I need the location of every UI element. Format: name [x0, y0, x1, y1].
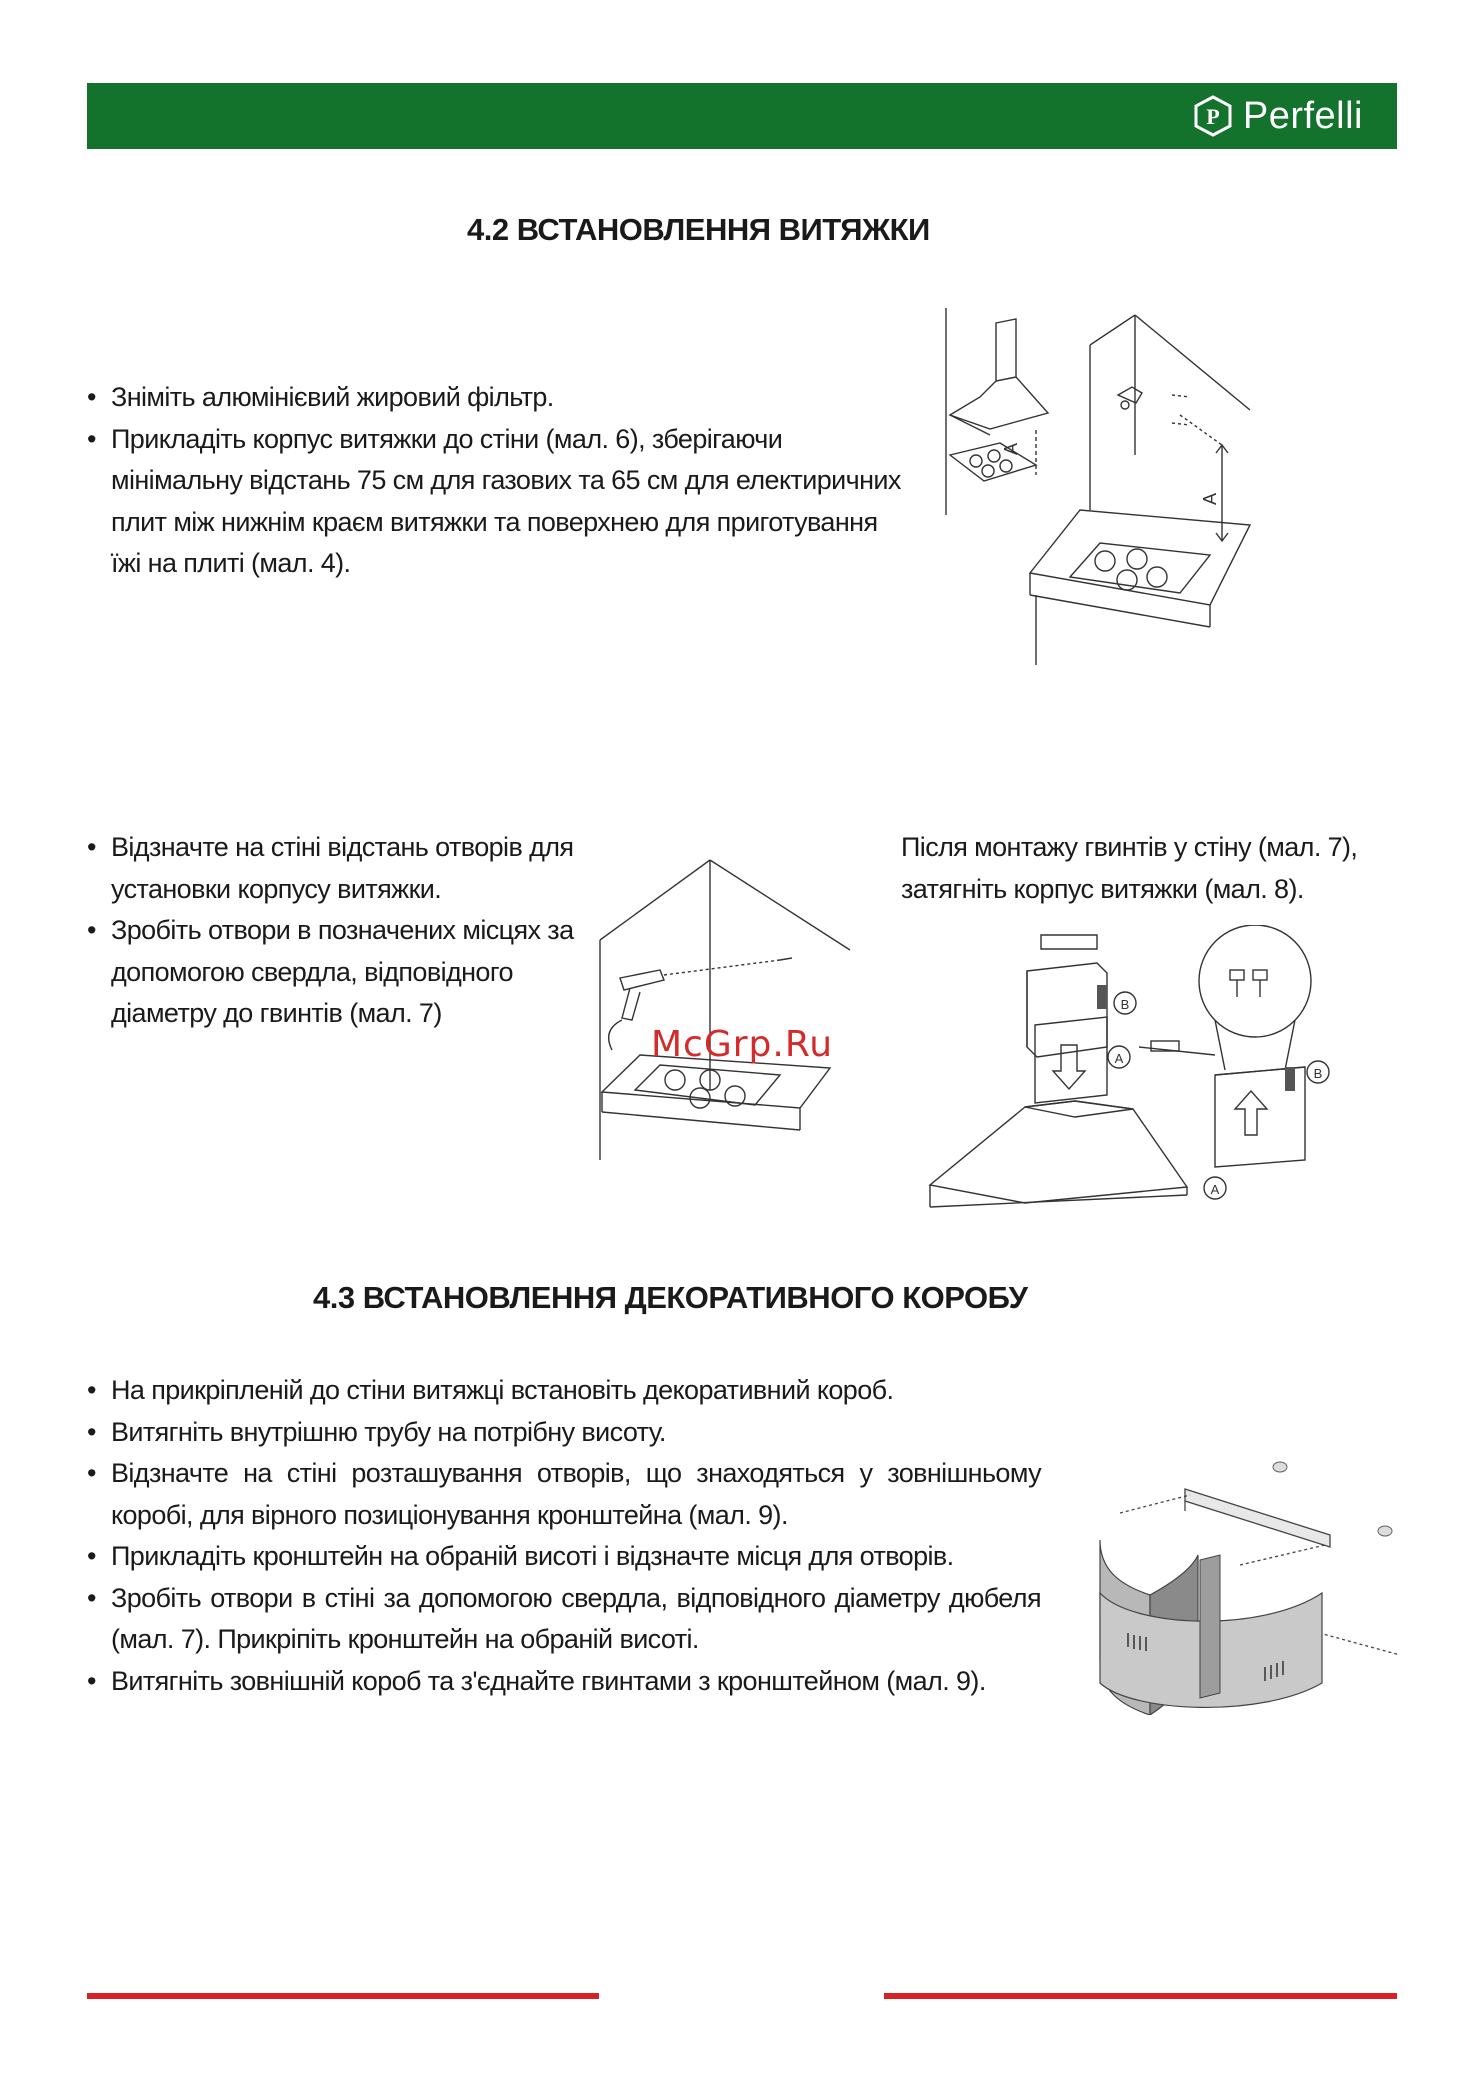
section-title-4-2: 4.2 ВСТАНОВЛЕННЯ ВИТЯЖКИ: [467, 212, 930, 247]
footer-line-right: [884, 1993, 1397, 1999]
figure-drilling: [580, 830, 860, 1160]
svg-text:A: A: [1001, 442, 1021, 455]
after-mounting-note: Після монтажу гвинтів у стіну (мал. 7), затягніть корпус витяжки (мал. 8).: [901, 832, 1358, 904]
svg-text:B: B: [1120, 997, 1130, 1012]
svg-text:B: B: [1313, 1066, 1323, 1081]
list-item: • Витягніть внутрішню трубу на потрібну висоту.: [87, 1412, 1041, 1454]
watermark: McGrp.Ru: [651, 1024, 834, 1065]
install-bullets: [87, 377, 901, 585]
section-title-4-3: 4.3 ВСТАНОВЛЕННЯ ДЕКОРАТИВНОГО КОРОБУ: [313, 1280, 1028, 1315]
list-item: • Прикладіть корпус витяжки до стіни (мал. 6), зберігаючи мінімальну відстань 75 см для газових та 65 см для електиричних плит між нижнім краєм витяжки та поверхнею для приготування їжі на плиті (мал. 4).: [87, 419, 901, 585]
list-item: • Зробіть отвори в стіні за допомогою свердла, відповідного діаметру дюбеля (мал. 7). Прикріпіть кронштейн на обраній висоті.: [87, 1578, 1041, 1661]
mark-holes-bullets: [87, 827, 577, 1035]
svg-text:A: A: [1114, 1051, 1124, 1066]
list-item: • Витягніть зовнішній короб та з'єднайте гвинтами з кронштейном (мал. 9).: [87, 1661, 1041, 1703]
svg-text:A: A: [1200, 492, 1220, 505]
list-item: • Відзначте на стіні відстань отворів для установки корпусу витяжки.: [87, 827, 577, 910]
footer-line-left: [87, 1993, 599, 1999]
decor-box-bullets: [87, 1370, 1041, 1702]
list-item: • Прикладіть кронштейн на обраній висоті і відзначте місця для отворів.: [87, 1536, 1041, 1578]
figure-hood-assembly: [925, 925, 1355, 1215]
list-item: • Відзначте на стіні розташування отворів, що знаходяться у зовнішньому коробі, для вірного позиціонування кронштейна (мал. 9).: [87, 1453, 1041, 1536]
list-item: • На прикріпленій до стіни витяжці встановіть декоративний короб.: [87, 1370, 1041, 1412]
perfelli-logo-icon: [1193, 95, 1233, 137]
brand: [1193, 93, 1363, 139]
list-item: • Зніміть алюмінієвий жировий фільтр.: [87, 377, 887, 419]
header-bar: [87, 83, 1397, 149]
figure-hood-height: [940, 305, 1260, 665]
list-item: • Зробіть отвори в позначених місцях за допомогою свердла, відповідного діаметру до гвинтів (мал. 7): [87, 910, 577, 1035]
svg-text:P: P: [1206, 104, 1220, 129]
figure-decor-box: [1090, 1455, 1410, 1715]
svg-text:A: A: [1210, 1182, 1220, 1197]
brand-name: Perfelli: [1242, 94, 1363, 137]
